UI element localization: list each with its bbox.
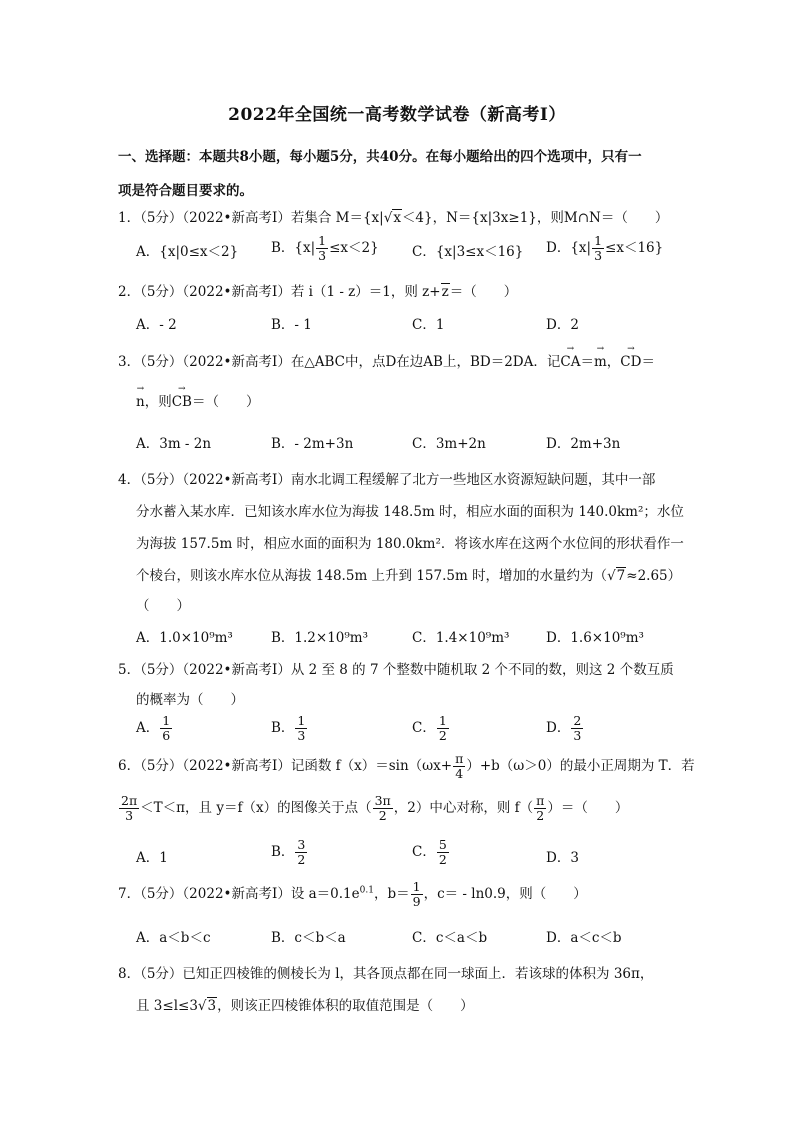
q5-option-b: B． $\frac{1}{3}$ [271,713,306,743]
q3-option-b: B．- 2m+3n [271,436,354,452]
question-6-line1: 6．（5分）（2022•新高考Ⅰ）记函数 f（x）＝sin（ωx+ $\frac{\pi}{4}$ ）+b（ω＞0）的最小正周期为 T．若 [118,751,695,781]
question-4-line2: 分水蓄入某水库．已知该水库水位为海拔 148.5m 时，相应水面的面积为 140.0km²；水位 [136,504,684,520]
question-8-line1: 8．（5分）已知正四棱锥的侧棱长为 l，其各顶点都在同一球面上．若该球的体积为 36π， [118,966,654,982]
question-4-line5: （ ） [136,598,190,614]
question-4-line4: 个棱台，则该水库水位从海拔 148.5m 上升到 157.5m 时，增加的水量约为（√7≈2.65） [136,568,682,584]
question-4-line1: 4．（5分）（2022•新高考Ⅰ）南水北调工程缓解了北方一些地区水资源短缺问题，其中一部 [118,472,656,488]
q1-option-b: B．{x| $\frac{1}{3}$ ≤x＜2} [271,233,379,263]
section-heading-line1: 一、选择题：本题共8小题，每小题5分，共40分。在每小题给出的四个选项中，只有一 [118,149,642,165]
q5-option-a: A． $\frac{1}{6}$ [136,713,171,743]
question-7-stem: 7．（5分）（2022•新高考Ⅰ）设 $a=0.1e^{0.1}$，b＝ $\frac{1}{9}$ ，c＝ - ln0.9，则（ ） [118,879,587,909]
q7-option-c: C．c＜a＜b [412,930,488,946]
q2-option-b: B．- 1 [271,317,312,333]
q4-option-b: B．1.2×10⁹m³ [271,630,369,646]
q3-option-d: D．2m+3n [546,436,621,452]
q2-option-a: A．- 2 [136,317,177,333]
q2-option-d: D．2 [546,317,579,333]
q2-option-c: C．1 [412,317,445,333]
q6-option-a: A．1 [136,850,168,866]
question-3-stem: 3．（5分）（2022•新高考Ⅰ）在△ABC中，点D在边AB上，BD＝2DA．记→ CA＝→ m，→ CD＝ [118,350,655,370]
q3-option-c: C．3m+2n [412,436,486,452]
q5-option-d: D． $\frac{2}{3}$ [546,713,582,743]
question-2-stem: 2．（5分）（2022•新高考Ⅰ）若 i（1 - z）＝1，则 z+z＝（ ） [118,284,518,300]
question-4-line3: 为海拔 157.5m 时，相应水面的面积为 180.0km²．将该水库在这两个水位间的形状看作一 [136,536,684,552]
q1-stem-b: ＜4}，N＝{x|3x≥1}，则M∩N＝（ ） [401,210,669,226]
question-3-stem-cont: → n，则→ CB＝（ ） [136,390,259,410]
q4-option-d: D．1.6×10⁹m³ [546,630,644,646]
q6-option-b: B． $\frac{3}{2}$ [271,837,306,867]
q1-stem-a: 1．（5分）（2022•新高考Ⅰ）若集合 M＝{x| [118,210,384,226]
question-5-line2: 的概率为（ ） [136,692,244,708]
q6-option-d: D．3 [546,850,579,866]
q4-option-a: A．1.0×10⁹m³ [136,630,233,646]
question-6-line2: $\frac{2\pi}{3}$ ＜T＜π，且 y＝f（x）的图像关于点（ $\frac{3\pi}{2}$ ，2）中心对称，则 f（ $\frac{\pi}{2}$ ）＝（ ） [121,793,629,823]
q1-option-c: C．{x|3≤x＜16} [412,244,524,260]
q1-sqrt: √x [383,210,401,226]
q6-option-c: C． $\frac{5}{2}$ [412,837,447,867]
q1-option-a: A．{x|0≤x＜2} [136,244,239,260]
question-1-stem [118,206,668,226]
q4-option-c: C．1.4×10⁹m³ [412,630,510,646]
question-8-line2: 且 3≤l≤3√3，则该正四棱锥体积的取值范围是（ ） [136,998,474,1014]
exam-title: 2022年全国统一高考数学试卷（新高考Ⅰ） [228,105,566,125]
q7-option-d: D．a＜c＜b [546,930,622,946]
question-5-line1: 5．（5分）（2022•新高考Ⅰ）从 2 至 8 的 7 个整数中随机取 2 个不同的数，则这 2 个数互质 [118,662,674,678]
q1-option-d: D．{x| $\frac{1}{3}$ ≤x＜16} [546,233,664,263]
q3-option-a: A．3m - 2n [136,436,212,452]
q7-option-a: A．a＜b＜c [136,930,211,946]
section-heading-line2: 项是符合题目要求的。 [118,183,253,199]
q5-option-c: C． $\frac{1}{2}$ [412,713,447,743]
q7-option-b: B．c＜b＜a [271,930,346,946]
q2-zbar: z [441,284,449,300]
